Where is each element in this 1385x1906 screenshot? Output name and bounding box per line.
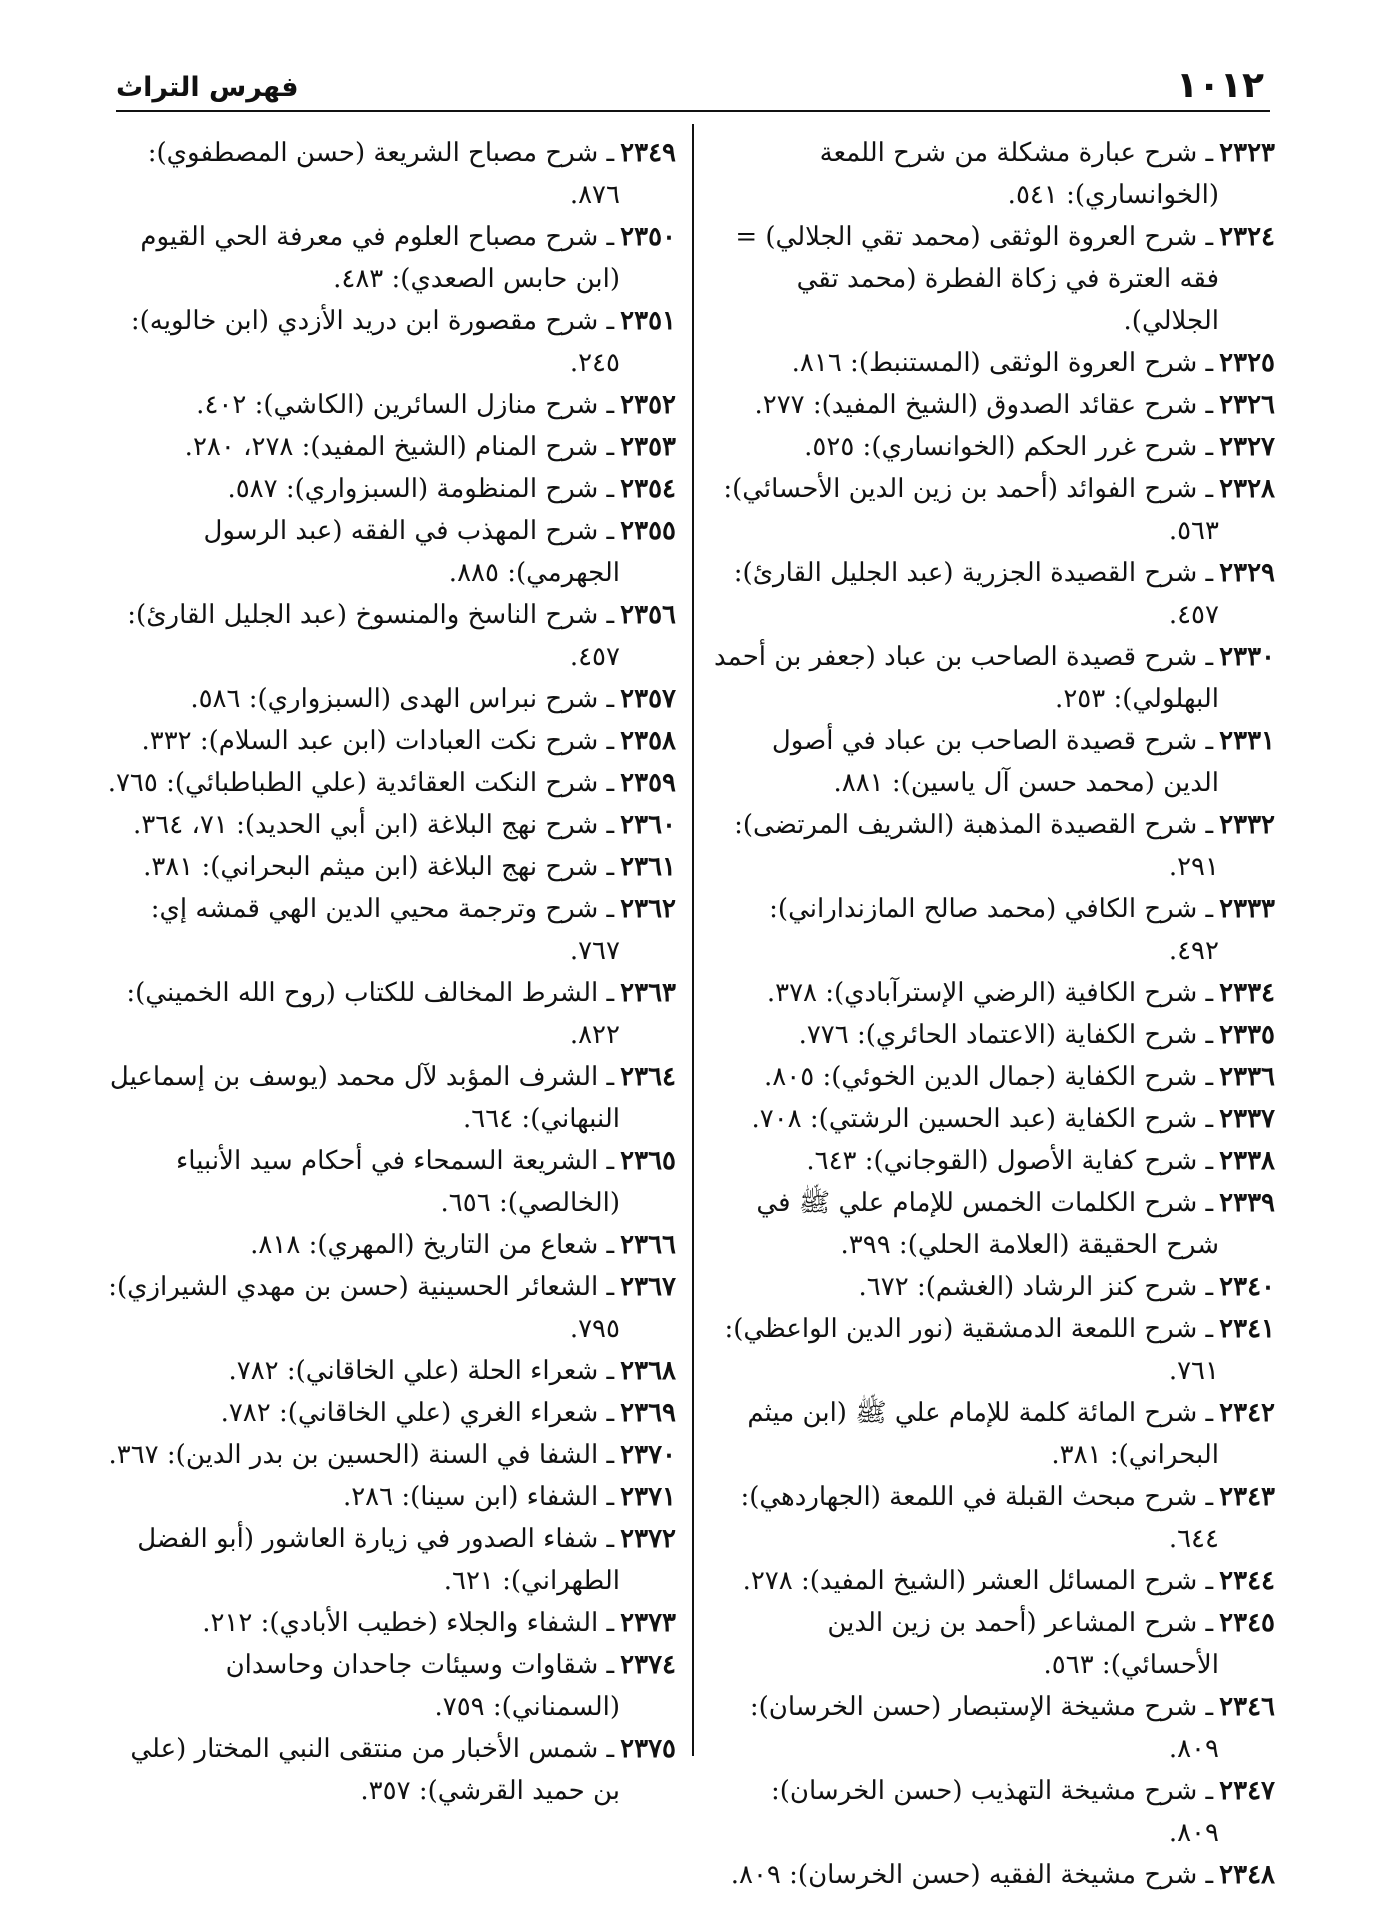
entry-text: ـ شرح الكفاية (جمال الدين الخوئي): ٨٠٥. bbox=[764, 1062, 1214, 1092]
running-title: فهرس التراث bbox=[116, 72, 299, 103]
entry-number: ٢٣٢٤ bbox=[1219, 222, 1275, 252]
entry-number: ٢٣٤٤ bbox=[1219, 1566, 1275, 1596]
entry-number: ٢٣٥٥ bbox=[620, 516, 676, 546]
entry-text: ـ شرح قصيدة الصاحب بن عباد في أصول الدين (محمد حسن آل ياسين): ٨٨١. bbox=[771, 726, 1219, 798]
index-entry bbox=[106, 1602, 676, 1644]
index-entry bbox=[106, 888, 676, 972]
index-entry bbox=[106, 1392, 676, 1434]
index-entry bbox=[713, 1182, 1275, 1266]
entry-number: ٢٣٤١ bbox=[1219, 1314, 1275, 1344]
entry-text: ـ شرح مشيخة الفقيه (حسن الخرسان): ٨٠٩. bbox=[730, 1860, 1214, 1890]
index-entry bbox=[106, 468, 676, 510]
entry-number: ٢٣٢٩ bbox=[1219, 558, 1275, 588]
page-number: ١٠١٢ bbox=[1176, 65, 1264, 106]
entry-text: ـ شرح عبارة مشكلة من شرح اللمعة (الخوانساري): ٥٤١. bbox=[819, 138, 1219, 210]
index-entry bbox=[106, 972, 676, 1056]
entry-number: ٢٣٦٤ bbox=[620, 1062, 676, 1092]
entry-text: ـ شرح العروة الوثقى (محمد تقي الجلالي) = فقه العترة في زكاة الفطرة (محمد تقي الجلالي). bbox=[735, 222, 1219, 336]
entry-text: ـ شرح نبراس الهدى (السبزواري): ٥٨٦. bbox=[190, 684, 615, 714]
entry-number: ٢٣٦١ bbox=[620, 852, 676, 882]
entry-text: ـ شعراء الغري (علي الخاقاني): ٧٨٢. bbox=[220, 1398, 615, 1428]
left-column bbox=[106, 132, 676, 1812]
index-entry bbox=[713, 972, 1275, 1014]
index-entry bbox=[106, 510, 676, 594]
index-entry bbox=[106, 1140, 676, 1224]
entry-number: ٢٣٤٦ bbox=[1219, 1692, 1275, 1722]
entry-text: ـ شرح كفاية الأصول (القوجاني): ٦٤٣. bbox=[806, 1146, 1214, 1176]
entry-number: ٢٣٦٣ bbox=[620, 978, 676, 1008]
entry-number: ٢٣٧٢ bbox=[620, 1524, 676, 1554]
entry-text: ـ شرح غرر الحكم (الخوانساري): ٥٢٥. bbox=[804, 432, 1214, 462]
entry-number: ٢٣٦٧ bbox=[620, 1272, 676, 1302]
entry-text: ـ شرح الكفاية (عبد الحسين الرشتي): ٧٠٨. bbox=[751, 1104, 1214, 1134]
entry-number: ٢٣٥٤ bbox=[620, 474, 676, 504]
index-entry bbox=[106, 132, 676, 216]
entry-number: ٢٣٣٠ bbox=[1219, 642, 1275, 672]
index-entry bbox=[713, 1266, 1275, 1308]
index-entry bbox=[713, 1014, 1275, 1056]
right-column bbox=[713, 132, 1275, 1896]
entry-text: ـ الشرط المخالف للكتاب (روح الله الخميني): ٨٢٢. bbox=[126, 978, 620, 1050]
entry-text: ـ شرح مشيخة الإستبصار (حسن الخرسان): ٨٠٩. bbox=[749, 1692, 1219, 1764]
index-entry bbox=[713, 468, 1275, 552]
entry-text: ـ شرح اللمعة الدمشقية (نور الدين الواعظي): ٧٦١. bbox=[724, 1314, 1219, 1386]
index-entry bbox=[106, 594, 676, 678]
entry-number: ٢٣٦٩ bbox=[620, 1398, 676, 1428]
index-entry bbox=[713, 1854, 1275, 1896]
index-entry bbox=[713, 1308, 1275, 1392]
entry-text: ـ شرح الفوائد (أحمد بن زين الدين الأحسائي): ٥٦٣. bbox=[723, 474, 1219, 546]
entry-number: ٢٣٥٣ bbox=[620, 432, 676, 462]
index-entry bbox=[713, 342, 1275, 384]
index-entry bbox=[106, 384, 676, 426]
entry-text: ـ شعراء الحلة (علي الخاقاني): ٧٨٢. bbox=[228, 1356, 615, 1386]
entry-text: ـ شرح مبحث القبلة في اللمعة (الجهاردهي): ٦٤٤. bbox=[740, 1482, 1219, 1554]
index-entry bbox=[713, 384, 1275, 426]
entry-text: ـ شرح عقائد الصدوق (الشيخ المفيد): ٢٧٧. bbox=[754, 390, 1214, 420]
index-entry bbox=[713, 132, 1275, 216]
index-entry bbox=[106, 426, 676, 468]
index-entry bbox=[106, 1224, 676, 1266]
entry-number: ٢٣٣١ bbox=[1219, 726, 1275, 756]
entry-number: ٢٣٥٩ bbox=[620, 768, 676, 798]
index-entry bbox=[106, 1350, 676, 1392]
entry-text: ـ الشعائر الحسينية (حسن بن مهدي الشيرازي): ٧٩٥. bbox=[108, 1272, 620, 1344]
entry-text: ـ شفاء الصدور في زيارة العاشور (أبو الفضل الطهراني): ٦٢١. bbox=[137, 1524, 620, 1596]
entry-text: ـ شرح الناسخ والمنسوخ (عبد الجليل القارئ): ٤٥٧. bbox=[127, 600, 620, 672]
entry-text: ـ شرح الكلمات الخمس للإمام علي ﷺ في شرح الحقيقة (العلامة الحلي): ٣٩٩. bbox=[756, 1188, 1219, 1260]
entry-number: ٢٣٣٣ bbox=[1219, 894, 1275, 924]
entry-text: ـ شرح المنظومة (السبزواري): ٥٨٧. bbox=[227, 474, 615, 504]
index-entry bbox=[713, 888, 1275, 972]
entry-text: ـ شرح كنز الرشاد (الغشم): ٦٧٢. bbox=[858, 1272, 1214, 1302]
entry-number: ٢٣٥٦ bbox=[620, 600, 676, 630]
entry-number: ٢٣٤٥ bbox=[1219, 1608, 1275, 1638]
entry-text: ـ شرح الكافي (محمد صالح المازنداراني): ٤٩٢. bbox=[769, 894, 1219, 966]
column-divider bbox=[692, 124, 694, 1756]
entry-text: ـ شرح الكافية (الرضي الإسترآبادي): ٣٧٨. bbox=[766, 978, 1214, 1008]
entry-number: ٢٣٣٧ bbox=[1219, 1104, 1275, 1134]
index-entry bbox=[106, 1266, 676, 1350]
index-entry bbox=[713, 1098, 1275, 1140]
entry-text: ـ شرح المهذب في الفقه (عبد الرسول الجهرمي): ٨٨٥. bbox=[203, 516, 620, 588]
entry-number: ٢٣٤٧ bbox=[1219, 1776, 1275, 1806]
entry-text: ـ شرح نكت العبادات (ابن عبد السلام): ٣٣٢. bbox=[141, 726, 615, 756]
index-entry bbox=[713, 552, 1275, 636]
entry-text: ـ شمس الأخبار من منتقى النبي المختار (علي بن حميد القرشي): ٣٥٧. bbox=[130, 1734, 620, 1806]
entry-text: ـ شرح مصباح الشريعة (حسن المصطفوي): ٨٧٦. bbox=[147, 138, 620, 210]
index-entry bbox=[713, 1686, 1275, 1770]
entry-text: ـ شرح وترجمة محيي الدين الهي قمشه إي: ٧٦٧. bbox=[150, 894, 620, 966]
entry-number: ٢٣٥٨ bbox=[620, 726, 676, 756]
index-entry bbox=[713, 1392, 1275, 1476]
entry-text: ـ شرح مشيخة التهذيب (حسن الخرسان): ٨٠٩. bbox=[771, 1776, 1219, 1848]
entry-number: ٢٣٤٣ bbox=[1219, 1482, 1275, 1512]
entry-number: ٢٣٧٣ bbox=[620, 1608, 676, 1638]
entry-number: ٢٣٢٨ bbox=[1219, 474, 1275, 504]
index-entry bbox=[106, 1644, 676, 1728]
entry-number: ٢٣٤٨ bbox=[1219, 1860, 1275, 1890]
index-entry bbox=[713, 636, 1275, 720]
entry-number: ٢٣٧٤ bbox=[620, 1650, 676, 1680]
entry-number: ٢٣٦٨ bbox=[620, 1356, 676, 1386]
index-entry bbox=[713, 426, 1275, 468]
index-entry bbox=[713, 804, 1275, 888]
entry-number: ٢٣٦٢ bbox=[620, 894, 676, 924]
entry-text: ـ شرح المائة كلمة للإمام علي ﷺ (ابن ميثم البحراني): ٣٨١. bbox=[747, 1398, 1219, 1470]
entry-number: ٢٣٣٦ bbox=[1219, 1062, 1275, 1092]
entry-text: ـ شرح القصيدة الجزرية (عبد الجليل القارئ): ٤٥٧. bbox=[733, 558, 1219, 630]
index-entry bbox=[713, 216, 1275, 342]
index-entry bbox=[106, 1518, 676, 1602]
index-entry bbox=[106, 1476, 676, 1518]
index-entry bbox=[713, 1476, 1275, 1560]
entry-number: ٢٣٥١ bbox=[620, 306, 676, 336]
entry-number: ٢٣٥٠ bbox=[620, 222, 676, 252]
index-entry bbox=[106, 216, 676, 300]
entry-number: ٢٣٤٠ bbox=[1219, 1272, 1275, 1302]
entry-text: ـ شرح العروة الوثقى (المستنبط): ٨١٦. bbox=[791, 348, 1214, 378]
index-entry bbox=[106, 300, 676, 384]
index-entry bbox=[713, 1056, 1275, 1098]
entry-number: ٢٣٢٣ bbox=[1219, 138, 1275, 168]
entry-number: ٢٣٧٥ bbox=[620, 1734, 676, 1764]
entry-number: ٢٣٧٠ bbox=[620, 1440, 676, 1470]
entry-text: ـ شرح الكفاية (الاعتماد الحائري): ٧٧٦. bbox=[798, 1020, 1214, 1050]
entry-number: ٢٣٢٥ bbox=[1219, 348, 1275, 378]
entry-text: ـ الشفاء والجلاء (خطيب الأبادي): ٢١٢. bbox=[202, 1608, 615, 1638]
entry-text: ـ شرح نهج البلاغة (ابن ميثم البحراني): ٣٨١. bbox=[143, 852, 615, 882]
index-entry bbox=[713, 1140, 1275, 1182]
entry-text: ـ شرح مصباح العلوم في معرفة الحي القيوم (ابن حابس الصعدي): ٤٨٣. bbox=[140, 222, 620, 294]
index-entry bbox=[106, 804, 676, 846]
entry-text: ـ شقاوات وسيئات جاحدان وحاسدان (السمناني): ٧٥٩. bbox=[225, 1650, 620, 1722]
index-entry bbox=[713, 1602, 1275, 1686]
index-entry bbox=[106, 1434, 676, 1476]
entry-text: ـ الشفاء (ابن سينا): ٢٨٦. bbox=[342, 1482, 615, 1512]
entry-number: ٢٣٤٢ bbox=[1219, 1398, 1275, 1428]
page-header bbox=[116, 66, 1270, 112]
entry-text: ـ شرح مقصورة ابن دريد الأزدي (ابن خالويه): ٢٤٥. bbox=[130, 306, 620, 378]
entry-text: ـ شعاع من التاريخ (المهري): ٨١٨. bbox=[250, 1230, 615, 1260]
entry-number: ٢٣٤٩ bbox=[620, 138, 676, 168]
entry-text: ـ شرح قصيدة الصاحب بن عباد (جعفر بن أحمد البهلولي): ٢٥٣. bbox=[714, 642, 1219, 714]
entry-number: ٢٣٥٢ bbox=[620, 390, 676, 420]
entry-number: ٢٣٢٧ bbox=[1219, 432, 1275, 462]
index-entry bbox=[106, 846, 676, 888]
index-entry bbox=[713, 1560, 1275, 1602]
entry-text: ـ شرح المشاعر (أحمد بن زين الدين الأحسائي): ٥٦٣. bbox=[827, 1608, 1219, 1680]
entry-number: ٢٣٢٦ bbox=[1219, 390, 1275, 420]
index-entry bbox=[106, 1728, 676, 1812]
entry-text: ـ شرح نهج البلاغة (ابن أبي الحديد): ٧١، ٣٦٤. bbox=[133, 810, 615, 840]
entry-number: ٢٣٦٥ bbox=[620, 1146, 676, 1176]
entry-text: ـ الشرف المؤبد لآل محمد (يوسف بن إسماعيل النبهاني): ٦٦٤. bbox=[109, 1062, 620, 1134]
entry-text: ـ شرح منازل السائرين (الكاشي): ٤٠٢. bbox=[196, 390, 615, 420]
entry-text: ـ الشريعة السمحاء في أحكام سيد الأنبياء (الخالصي): ٦٥٦. bbox=[176, 1146, 620, 1218]
entry-number: ٢٣٧١ bbox=[620, 1482, 676, 1512]
entry-number: ٢٣٥٧ bbox=[620, 684, 676, 714]
index-entry bbox=[106, 1056, 676, 1140]
index-entry bbox=[106, 762, 676, 804]
entry-number: ٢٣٣٥ bbox=[1219, 1020, 1275, 1050]
entry-number: ٢٣٣٨ bbox=[1219, 1146, 1275, 1176]
entry-text: ـ شرح النكت العقائدية (علي الطباطبائي): ٧٦٥. bbox=[107, 768, 615, 798]
entry-number: ٢٣٦٦ bbox=[620, 1230, 676, 1260]
entry-text: ـ شرح المسائل العشر (الشيخ المفيد): ٢٧٨. bbox=[742, 1566, 1214, 1596]
entry-text: ـ شرح القصيدة المذهبة (الشريف المرتضى): ٢٩١. bbox=[734, 810, 1219, 882]
entry-number: ٢٣٣٢ bbox=[1219, 810, 1275, 840]
index-entry bbox=[713, 720, 1275, 804]
entry-number: ٢٣٦٠ bbox=[620, 810, 676, 840]
entry-text: ـ شرح المنام (الشيخ المفيد): ٢٧٨، ٢٨٠. bbox=[184, 432, 615, 462]
entry-number: ٢٣٣٩ bbox=[1219, 1188, 1275, 1218]
index-entry bbox=[106, 678, 676, 720]
index-entry bbox=[713, 1770, 1275, 1854]
entry-number: ٢٣٣٤ bbox=[1219, 978, 1275, 1008]
index-entry bbox=[106, 720, 676, 762]
entry-text: ـ الشفا في السنة (الحسين بن بدر الدين): ٣٦٧. bbox=[108, 1440, 615, 1470]
